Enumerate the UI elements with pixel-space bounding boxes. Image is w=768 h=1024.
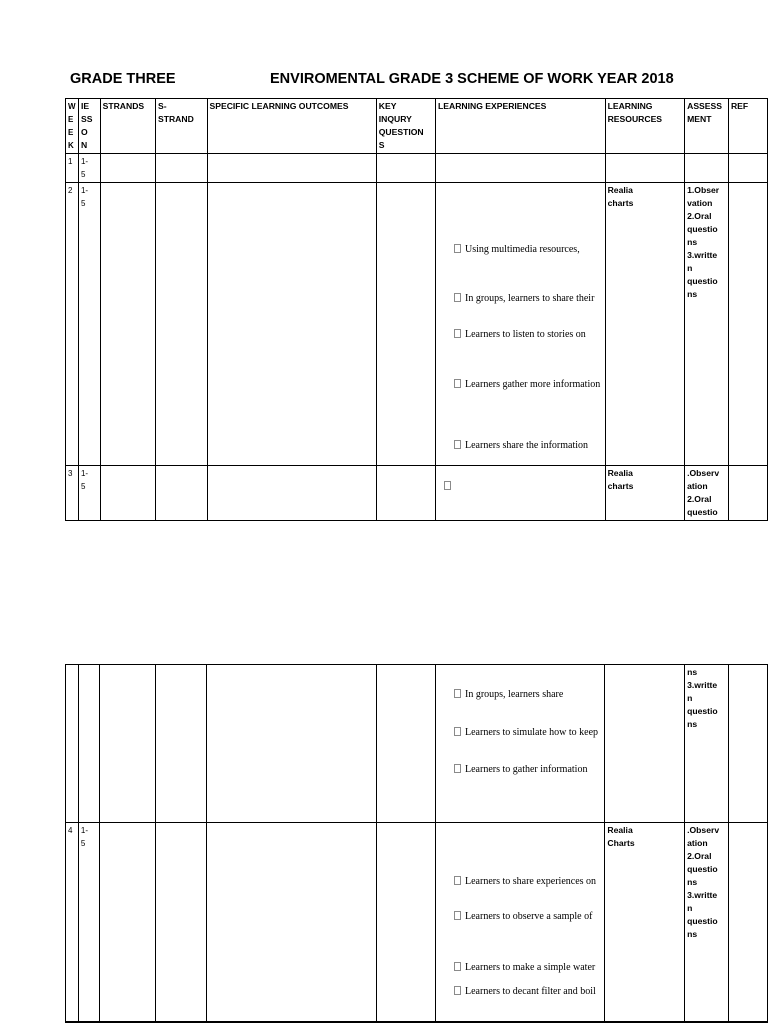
list-item: Learners to listen to stories on (454, 329, 586, 340)
list-item: Learners to share experiences on (454, 876, 596, 887)
header-reflection: REF (728, 99, 767, 154)
learning-experiences-cell (436, 183, 606, 466)
header-sub-strand: S- STRAND (155, 99, 207, 154)
header-outcomes: SPECIFIC LEARNING OUTCOMES (207, 99, 376, 154)
week-number: 4 (66, 823, 79, 1023)
checkbox-icon (454, 962, 461, 971)
checkbox-icon (454, 329, 461, 338)
scheme-title: ENVIROMENTAL GRADE 3 SCHEME OF WORK YEAR 2018 (270, 71, 674, 87)
checkbox-icon (454, 764, 461, 773)
list-item: Learners share the information (454, 440, 588, 451)
assessment-cell: 1.Obser vation 2.Oral questio ns 3.writte n questio ns (685, 183, 729, 466)
checkbox-icon (454, 986, 461, 995)
list-item: Learners to decant filter and boil (454, 986, 596, 997)
header-strands: STRANDS (100, 99, 155, 154)
learning-experiences-cell (436, 466, 606, 521)
week-number: 3 (66, 466, 79, 521)
assessment-cell: .Observ ation 2.Oral questio (685, 466, 729, 521)
checkbox-icon (454, 689, 461, 698)
list-item: In groups, learners share (454, 689, 563, 700)
table-row (66, 823, 768, 1023)
list-item: Learners to observe a sample of (454, 911, 592, 922)
table-header-row (66, 99, 768, 154)
header-lesson: IE SS O N (78, 99, 100, 154)
lesson-range: 1- 5 (78, 466, 100, 521)
table-row (66, 154, 768, 183)
checkbox-icon (454, 293, 461, 302)
checkbox-icon (454, 379, 461, 388)
checkbox-icon (454, 244, 461, 253)
header-experiences: LEARNING EXPERIENCES (436, 99, 606, 154)
list-item: Learners to make a simple water (454, 962, 595, 973)
header-key-inquiry: KEY INQURY QUESTION S (376, 99, 435, 154)
table-row (66, 665, 768, 823)
checkbox-icon (454, 876, 461, 885)
list-item: Learners gather more information (454, 379, 600, 390)
scheme-table-page-2 (65, 664, 768, 1023)
grade-title: GRADE THREE (70, 71, 176, 87)
header-resources: LEARNING RESOURCES (605, 99, 685, 154)
assessment-cell: .Observ ation 2.Oral questio ns 3.writte n questio ns (685, 823, 729, 1023)
lesson-range: 1- 5 (78, 823, 100, 1023)
checkbox-icon (454, 727, 461, 736)
list-item: Learners to simulate how to keep (454, 727, 598, 738)
header-week: W E E K (66, 99, 79, 154)
table-row (66, 466, 768, 521)
list-item: Using multimedia resources, (454, 244, 580, 255)
learning-resources-cell: Realia charts (605, 466, 685, 521)
list-item: Learners to gather information (454, 764, 587, 775)
learning-resources-cell: Realia Charts (605, 823, 685, 1023)
checkbox-icon (454, 440, 461, 449)
learning-resources-cell: Realia charts (605, 183, 685, 466)
table-row (66, 183, 768, 466)
scheme-table-page-1 (65, 98, 768, 521)
week-number: 1 (66, 154, 79, 183)
week-number: 2 (66, 183, 79, 466)
checkbox-icon (444, 481, 451, 490)
table-row-border (65, 1021, 768, 1022)
checkbox-icon (454, 911, 461, 920)
list-item: In groups, learners to share their (454, 293, 594, 304)
lesson-range: 1- 5 (78, 183, 100, 466)
assessment-cell: ns 3.writte n questio ns (685, 665, 729, 823)
lesson-range: 1- 5 (78, 154, 100, 183)
header-assessment: ASSESS MENT (685, 99, 729, 154)
